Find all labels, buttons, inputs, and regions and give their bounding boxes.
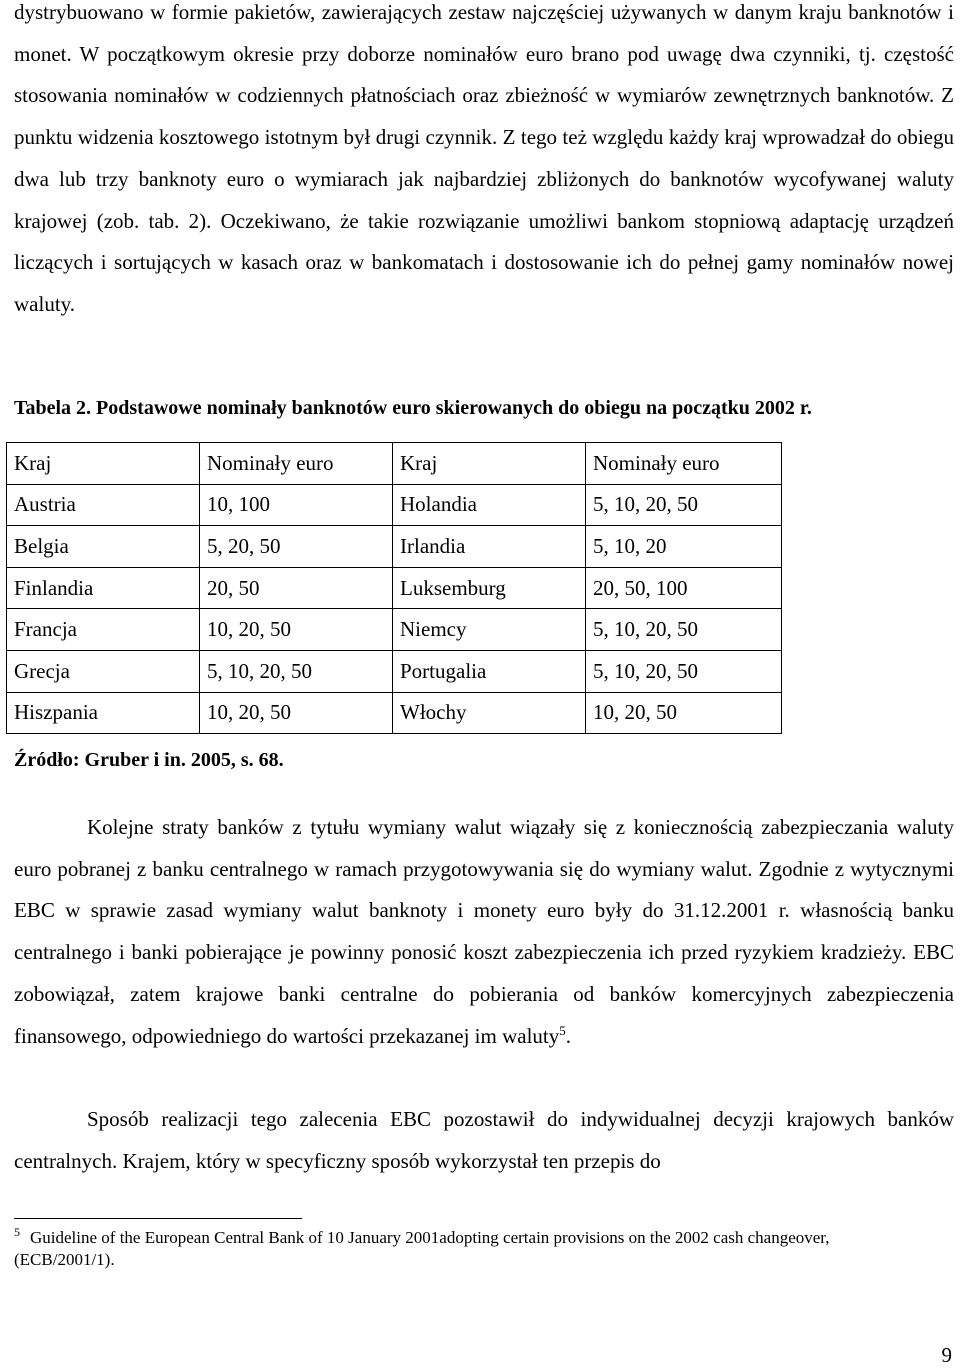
paragraph-banknote-distribution: dystrybuowano w formie pakietów, zawierających zestaw najczęściej używanych w danym kraju banknotów i monet. W początkowym okresie przy doborze nominałów euro brano pod uwagę dwa czynniki, tj. częstość stosowania nominałów w codziennych płatnościach oraz zbieżność w wymiarów zewnętrznych banknotów. Z punktu widzenia kosztowego istotnym był drugi czynnik. Z tego też względu każdy kraj wprowadzał do obiegu dwa lub trzy banknoty euro o wymiarach jak najbardziej zbliżonych do banknotów wycofywanej waluty krajowej (zob. tab. 2). Oczekiwano, że takie rozwiązanie umożliwi bankom stopniową adaptację urządzeń liczących i sortujących w kasach oraz w bankomatach i dostosowanie ich do pełnej gamy nominałów nowej waluty. <box>14 0 954 316</box>
footnote-number: 5 <box>14 1225 20 1240</box>
table-row <box>7 609 782 651</box>
paragraph-ecb-recommendation-text: Sposób realizacji tego zalecenia EBC pozostawił do indywidualnej decyzji krajowych banków centralnych. Krajem, który w specyficzny sposób wykorzystał ten przepis do <box>14 1107 954 1173</box>
footnote-separator <box>14 1218 302 1219</box>
table-cell: 10, 20, 50 <box>200 609 393 651</box>
table-caption: Tabela 2. Podstawowe nominały banknotów euro skierowanych do obiegu na początku 2002 r. <box>14 397 812 419</box>
table-row <box>7 692 782 734</box>
table-cell: Irlandia <box>393 526 586 568</box>
table-cell: 20, 50 <box>200 567 393 609</box>
table-cell: Niemcy <box>393 609 586 651</box>
table-cell: 5, 10, 20, 50 <box>586 484 782 526</box>
table-cell: Luksemburg <box>393 567 586 609</box>
table-header-row <box>7 443 782 485</box>
table-row <box>7 650 782 692</box>
table-cell: 5, 20, 50 <box>200 526 393 568</box>
table-cell: Portugalia <box>393 650 586 692</box>
table-row <box>7 526 782 568</box>
footnote-text: Guideline of the European Central Bank of 10 January 2001adopting certain provisions on the 2002 cash changeover, (ECB/2001/1). <box>14 1228 830 1269</box>
table-cell: Grecja <box>7 650 200 692</box>
footnote-reference[interactable]: 5 <box>559 1022 566 1038</box>
table-cell: 10, 20, 50 <box>200 692 393 734</box>
table-cell: Holandia <box>393 484 586 526</box>
table-cell: Austria <box>7 484 200 526</box>
table-header-cell: Kraj <box>393 443 586 485</box>
denominations-table <box>6 442 782 734</box>
table-cell: 5, 10, 20, 50 <box>586 609 782 651</box>
table-row <box>7 484 782 526</box>
table-cell: 10, 20, 50 <box>586 692 782 734</box>
table-cell: 5, 10, 20, 50 <box>200 650 393 692</box>
table-cell: 10, 100 <box>200 484 393 526</box>
footnote <box>14 1227 914 1271</box>
table-cell: 20, 50, 100 <box>586 567 782 609</box>
table-cell: 5, 10, 20, 50 <box>586 650 782 692</box>
paragraph-exchange-costs-text: Kolejne straty banków z tytułu wymiany walut wiązały się z koniecznością zabezpieczania waluty euro pobranej z banku centralnego w ramach przygotowywania się do wymiany walut. Zgodnie z wytycznymi EBC w sprawie zasad wymiany walut banknoty i monety euro były do 31.12.2001 r. własnością banku centralnego i banki pobierające je powinny ponosić koszt zabezpieczenia ich przed ryzykiem kradzieży. EBC zobowiązał, zatem krajowe banki centralne do pobierania od banków komercyjnych zabezpieczenia finansowego, odpowiedniego do wartości przekazanej im waluty <box>14 815 954 1048</box>
table-cell: 5, 10, 20 <box>586 526 782 568</box>
table-header-cell: Kraj <box>7 443 200 485</box>
paragraph-exchange-costs-end: . <box>565 1023 572 1048</box>
table-cell: Hiszpania <box>7 692 200 734</box>
table-cell: Belgia <box>7 526 200 568</box>
table-header-cell: Nominały euro <box>200 443 393 485</box>
table-cell: Finlandia <box>7 567 200 609</box>
table-row <box>7 567 782 609</box>
paragraph-ecb-recommendation <box>14 1099 954 1182</box>
table-cell: Włochy <box>393 692 586 734</box>
page-number: 9 <box>941 1343 952 1367</box>
table-cell: Francja <box>7 609 200 651</box>
table-source: Źródło: Gruber i in. 2005, s. 68. <box>14 749 284 771</box>
paragraph-exchange-costs <box>14 807 954 1057</box>
table-header-cell: Nominały euro <box>586 443 782 485</box>
